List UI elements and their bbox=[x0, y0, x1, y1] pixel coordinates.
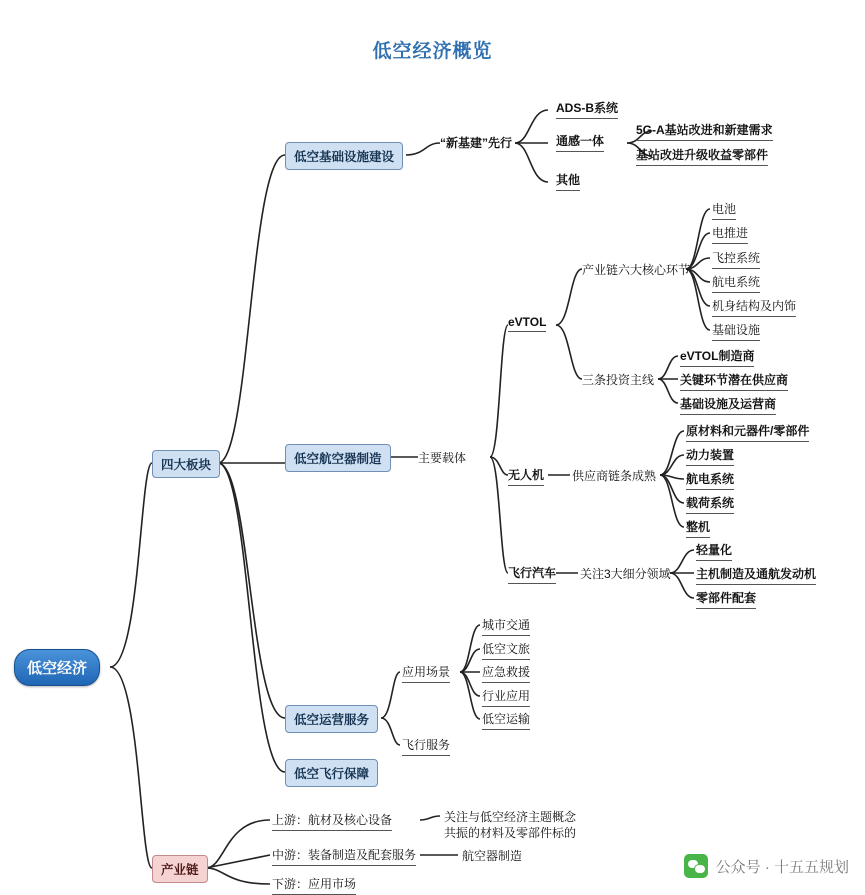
wechat-icon bbox=[684, 854, 708, 878]
uav-item-complete-machine[interactable]: 整机 bbox=[686, 518, 710, 538]
evtol-item-avionics[interactable]: 航电系统 bbox=[712, 273, 760, 293]
uav-item-avionics[interactable]: 航电系统 bbox=[686, 470, 734, 490]
node-aircraft-manufacture[interactable]: 低空航空器制造 bbox=[285, 444, 391, 472]
infra-sub-upgrade-parts[interactable]: 基站改进升级收益零部件 bbox=[636, 146, 768, 166]
manufacture-lead-label: 主要载体 bbox=[418, 451, 467, 465]
watermark bbox=[684, 854, 849, 878]
node-flying-car[interactable]: 飞行汽车 bbox=[508, 564, 556, 584]
evtol-line-key-suppliers[interactable]: 关键环节潜在供应商 bbox=[680, 371, 788, 391]
evtol-group-investment-lines: 三条投资主线 bbox=[582, 373, 655, 387]
evtol-item-airframe-interior[interactable]: 机身结构及内饰 bbox=[712, 297, 796, 317]
node-infrastructure[interactable]: 低空基础设施建设 bbox=[285, 142, 403, 170]
branch-four-sectors[interactable]: 四大板块 bbox=[152, 450, 220, 478]
uav-group-label: 供应商链条成熟 bbox=[572, 469, 657, 483]
infra-item-integrated-sensing[interactable]: 通感一体 bbox=[556, 132, 604, 152]
infra-item-adsb[interactable]: ADS-B系统 bbox=[556, 99, 618, 119]
flyingcar-group-label: 关注3大细分领域 bbox=[580, 567, 671, 581]
evtol-line-manufacturers[interactable]: eVTOL制造商 bbox=[680, 347, 754, 367]
evtol-item-battery[interactable]: 电池 bbox=[712, 200, 736, 220]
flyingcar-item-oem-engine[interactable]: 主机制造及通航发动机 bbox=[696, 565, 816, 585]
operation-item-tourism[interactable]: 低空文旅 bbox=[482, 640, 530, 660]
chain-item-downstream[interactable]: 下游：应用市场 bbox=[272, 875, 356, 895]
flyingcar-item-parts[interactable]: 零部件配套 bbox=[696, 589, 756, 609]
operation-group-flight-services[interactable]: 飞行服务 bbox=[402, 736, 450, 756]
node-evtol[interactable]: eVTOL bbox=[508, 315, 546, 332]
infra-sub-5ga[interactable]: 5G-A基站改进和新建需求 bbox=[636, 121, 773, 141]
uav-item-payload[interactable]: 载荷系统 bbox=[686, 494, 734, 514]
chain-item-midstream[interactable]: 中游：装备制造及配套服务 bbox=[272, 846, 416, 866]
operation-item-urban-transport[interactable]: 城市交通 bbox=[482, 616, 530, 636]
operation-item-industry-application[interactable]: 行业应用 bbox=[482, 687, 530, 707]
chain-note-theme-1: 关注与低空经济主题概念 bbox=[444, 810, 577, 824]
evtol-item-electric-propulsion[interactable]: 电推进 bbox=[712, 224, 748, 244]
page-title: 低空经济概览 bbox=[372, 41, 493, 62]
chain-item-upstream[interactable]: 上游：航材及核心设备 bbox=[272, 811, 392, 831]
evtol-group-core-links: 产业链六大核心环节 bbox=[582, 263, 691, 277]
node-operation-services[interactable]: 低空运营服务 bbox=[285, 705, 378, 733]
evtol-item-flight-control[interactable]: 飞控系统 bbox=[712, 249, 760, 269]
infra-item-other[interactable]: 其他 bbox=[556, 171, 580, 191]
evtol-item-infrastructure[interactable]: 基础设施 bbox=[712, 321, 760, 341]
infra-lead-label: “新基建”先行 bbox=[440, 136, 513, 150]
node-flight-support[interactable]: 低空飞行保障 bbox=[285, 759, 378, 787]
flyingcar-item-lightweight[interactable]: 轻量化 bbox=[696, 541, 732, 561]
chain-note-theme-2: 共振的材料及零部件标的 bbox=[444, 826, 577, 840]
evtol-line-infra-operators[interactable]: 基础设施及运营商 bbox=[680, 395, 776, 415]
uav-item-materials[interactable]: 原材料和元器件/零部件 bbox=[686, 422, 809, 442]
branch-industry-chain[interactable]: 产业链 bbox=[152, 855, 208, 883]
uav-item-powerplant[interactable]: 动力装置 bbox=[686, 446, 734, 466]
operation-item-low-altitude-transport[interactable]: 低空运输 bbox=[482, 710, 530, 730]
chain-note-aircraft-manufacture: 航空器制造 bbox=[462, 849, 523, 863]
operation-group-scenarios[interactable]: 应用场景 bbox=[402, 663, 450, 683]
node-uav[interactable]: 无人机 bbox=[508, 466, 544, 486]
watermark-text: 公众号 · 十五五规划 bbox=[715, 858, 849, 876]
operation-item-emergency-rescue[interactable]: 应急救援 bbox=[482, 663, 530, 683]
root-node[interactable]: 低空经济 bbox=[14, 649, 100, 686]
